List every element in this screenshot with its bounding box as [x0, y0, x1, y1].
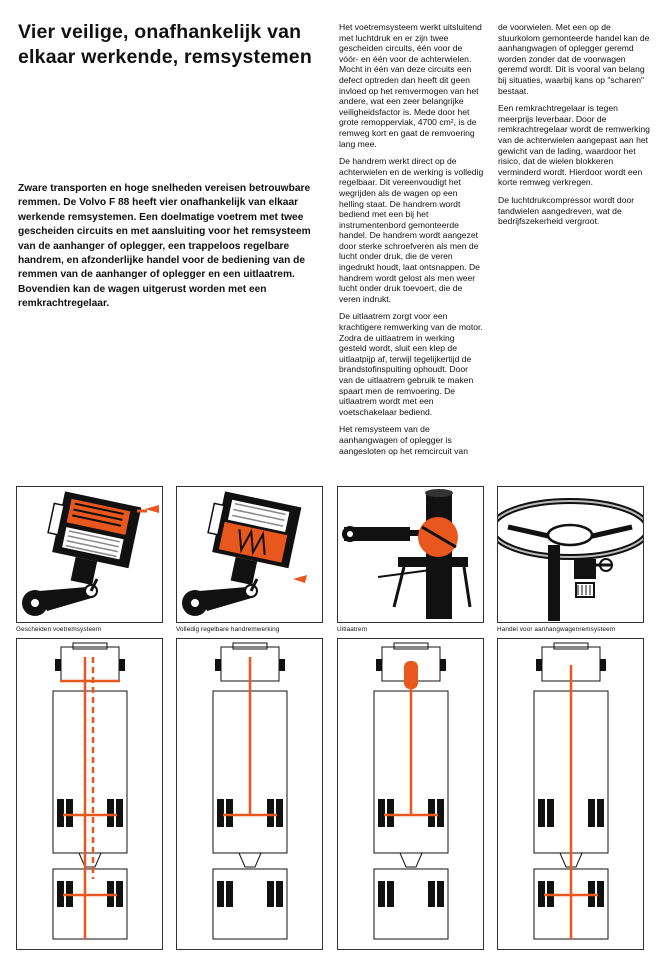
caption-handrem: Volledig regelbare handremwerking — [176, 626, 280, 633]
paragraph-stuurkolom: de voorwielen. Met een op de stuurkolom gemonteerde handel kan de aanhangwagen of oplegger geremd worden zonder dat de voorwagen geremd wordt. Dit is vooral van belang bij situaties, waarbij kans op "scharen" bestaat. — [498, 22, 650, 96]
paragraph-aanhanger: Het remsysteem van de aanhangwagen of oplegger is aangesloten op het remcircuit van — [339, 424, 468, 456]
caption-uitlaatrem: Uitlaatrem — [337, 626, 368, 633]
illustration-voetrem — [16, 486, 163, 623]
text-column-middle — [339, 22, 484, 463]
caption-handel: Handel voor aanhangwagenremsysteem — [497, 626, 616, 633]
schematic-aanhanger — [497, 638, 644, 950]
schematic-uitlaatrem — [337, 638, 484, 950]
paragraph-compressor: De luchtdrukcompressor wordt door tandwielen aangedreven, wat de bedrijfszekerheid vergroot. — [498, 194, 635, 227]
illustration-handel-aanhanger — [497, 486, 644, 623]
paragraph-uitlaatrem: De uitlaatrem zorgt voor een krachtigere remwerking van de motor. Zodra de uitlaatrem in werking gesteld wordt, sluit een klep de uitlaatpijp af, terwijl tegelijkertijd de brandstofinspuiting ophoudt. Door van de uitlaatrem gebruik te maken spaart men de remvoering. De uitlaatrem wordt met een voetschakelaar bediend. — [339, 311, 483, 417]
text-column-right — [498, 22, 650, 234]
paragraph-remkrachtregelaar: Een remkrachtregelaar is tegen meerprijs leverbaar. Door de remkrachtregelaar wordt de remwerking van de achterwielen aangepast aan het gewicht van de lading, waardoor het risico, dat de wielen blokkeren verminderd wordt. Hierdoor wordt een korte remweg verkregen. — [498, 103, 650, 188]
page-title: Vier veilige, onafhankelijk van elkaar werkende, remsystemen — [18, 21, 312, 68]
caption-voetrem: Gescheiden voetremsysteem — [16, 626, 102, 633]
paragraph-voetrem: Het voetremsysteem werkt uitsluitend met luchtdruk en er zijn twee gescheiden circuits, één voor de vóór- en één voor de achterwielen. Mocht in één van deze circuits een defect optreden dan heeft dit geen invloed op het remvermogen van het andere, wat een zeer belangrijke veiligheidsfactor is. Mede door het grote remoppervlak, 4700 cm², is de remweg kort en gaat de remvoering lang mee. — [339, 22, 482, 149]
illustration-handrem — [176, 486, 323, 623]
intro-paragraph: Zware transporten en hoge snelheden vereisen betrouwbare remmen. De Volvo F 88 heeft vier onafhankelijk van elkaar werkende remsystemen. Een doelmatige voetrem met twee gescheiden circuits en met aansluiting voor het remsysteem van de aanhanger of oplegger, een trappeloos regelbare handrem, en afzonderlijke handel voor de bediening van de remmen van de aanhanger of oplegger en een uitlaatrem. Bovendien kan de wagen uitgerust worden met een remkrachtregelaar. — [18, 183, 311, 310]
illustration-uitlaatrem — [337, 486, 484, 623]
schematic-voetrem — [16, 638, 163, 950]
schematic-handrem — [176, 638, 323, 950]
paragraph-handrem: De handrem werkt direct op de achterwielen en de werking is volledig regelbaar. Dit vereenvoudigt het wegrijden als de wagen op een helling staat. De handrem wordt bediend met een bij het instrumentenbord gemonteerde handel. De handrem wordt aangezet door sterke schroefveren als men de lucht onder druk, die de veren ingedrukt houdt, laat ontsnappen. De handrem wordt gelost als men weer lucht onder druk toevoert, die de veren indrukt. — [339, 156, 484, 304]
